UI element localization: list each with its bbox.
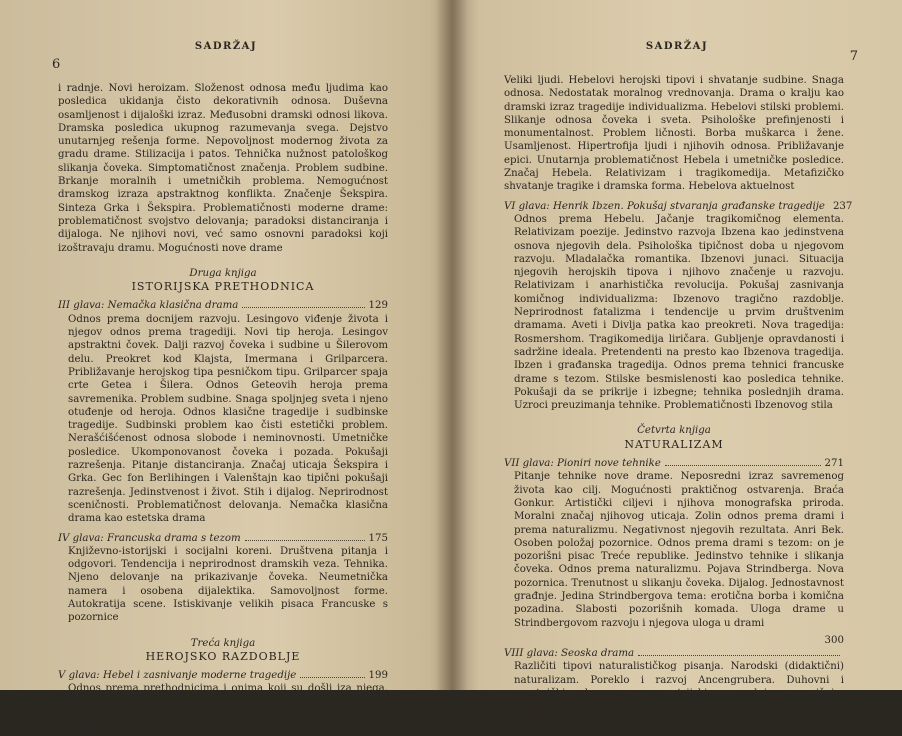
chapter-page: 300 bbox=[824, 634, 844, 646]
chapter-title: V glava: Hebel i zasnivanje moderne tragedije bbox=[58, 670, 297, 682]
chapter-page: 199 bbox=[368, 670, 388, 682]
intro-text-right: Veliki ljudi. Hebelovi herojski tipovi i shvatanje sudbine. Snaga odnosa. Nedostatak moralnog vrednovanja. Drama o kralju kao dramski izraz tragedije individualizma. Hebelovi stilski problemi. Slikanje odnosa čoveka i sveta. Psihološke prefinjenosti i monumentalnost. Problem ličnosti. Borba muškarca i žene. Usamljenost. Hipertrofija ljudi i njihovih odnosa. Približavanje epici. Unutarnja problematičnost Hebela i umetničke posledice. Značaj Hebela. Relativizam i tragikomedija. Metafizičko shvatanje tragike i dramska forma. Hebelova aktuelnost bbox=[504, 75, 844, 193]
book-gutter bbox=[436, 0, 468, 690]
page-number-left: 6 bbox=[52, 57, 61, 72]
running-head-right: SADRŽAJ bbox=[645, 41, 709, 52]
chapter-heading bbox=[504, 457, 844, 470]
intro-text-left: i radnje. Novi heroizam. Složenost odnosa među ljudima kao posledica ukidanja čisto dekorativnih odnosa. Duševna osamljenost i dijaloški izraz. Međusobni dramski odnosi likova. Dramska posledica ukupnog razumevanja svega. Dejstvo unutarnjeg rešenja forme. Nepovoljnost modernog života za gradu drame. Stilizacija i patos. Tehnička nužnost patološkog slikanja čoveka. Simptomatičnost značenja. Problem sudbine. Brkanje moralnih i umetničkih problema. Nemogućnost dramskog izraza apstraktnog konflikta. Značenje Šekspira. Sinteza Grka i Šekspira. Problematičnosti moderne drame: problematičnost svojstvo delovanja; paradoksi distanciranja i dijaloga. Ne njihovi novi, već samo osnovni paradoksi koji izoštravaju dramu. Mogućnosti nove drame bbox=[58, 83, 388, 254]
running-head-left: SADRŽAJ bbox=[194, 41, 258, 52]
leader-dots bbox=[638, 655, 840, 656]
chapter-page: 175 bbox=[368, 532, 388, 544]
chapter-summary: Književno-istorijski i socijalni koreni. Društvena pitanja i odgovori. Tendencija i neprirodnost dramskih veza. Tehnika. Njeno delovanje na prikazivanje čoveka. Neumetnička namera i osobena dijalektika. Samovoljnost forme. Autokratija scene. Istiskivanje velikih pisaca Francuske s pozornice bbox=[68, 545, 388, 624]
book-label: Druga knjiga bbox=[189, 267, 257, 279]
book-title: NATURALIZAM bbox=[624, 437, 724, 451]
book-title: ISTORIJSKA PRETHODNICA bbox=[131, 280, 315, 294]
chapter-page: 237 bbox=[832, 200, 853, 212]
chapter-title: VIII glava: Seoska drama bbox=[504, 648, 635, 660]
leader-dots bbox=[300, 677, 364, 678]
leader-dots bbox=[665, 465, 821, 466]
book-label: Četvrta knjiga bbox=[637, 425, 711, 437]
leader-dots bbox=[242, 307, 364, 308]
book-label: Treća knjiga bbox=[190, 637, 256, 649]
chapter-heading bbox=[58, 669, 388, 682]
page-number-right: 7 bbox=[849, 49, 858, 64]
chapter-summary: Različiti tipovi naturalističkog pisanja. Narodski (didaktični) naturalizam. Poreklo i razvoj Ancengrubera. Duhovni i umetnički odnos prema austrijskim narodnim pozorišnim komadima. Optimistička bitka protiv romantike i zaostalosti. Komedije. Stilske bbox=[514, 661, 844, 726]
left-page-content bbox=[58, 82, 388, 736]
chapter-summary: Pitanje tehnike nove drame. Neposredni izraz savremenog života kao cilj. Mogućnosti praktičnog ostvarenja. Braća Gonkur. Artistički ciljevi i njihova monografska priroda. Moralni značaj njihovog uticaja. Zolin odnos prema drami i prema naturalizmu. Negativnost njegovih rezultata. Anri Bek. Osoben položaj pozornice. Odnos prema drami s tezom: on je pozorišni pisac Treće republike. Jedinstvo tehnike i slikanja čoveka. Odnos prema naturalizmu. Pojava Strindberga. Nova pozornica. Trenutnost u slikanju čoveka. Dijalog. Jednostavnost građnje. Jedina Strindbergova tema: erotična borba i komična pozadina. Slabosti pozorišnih komada. Uloga drame u Strindbergovom razvoju i njegova uloga u drami bbox=[514, 471, 844, 629]
chapter-title: III glava: Nemačka klasična drama bbox=[58, 300, 239, 312]
chapter-title: IV glava: Francuska drama s tezom bbox=[58, 532, 241, 544]
chapter-summary: Odnos prema prethodnicima i onima koji su došli iza njega. Hebel kao pesnik tragike. Pogled na svet. Tragični svet. Angažovanje malih ljudi. Dramske mogućnosti klasne tragedije. bbox=[68, 683, 388, 735]
right-page-content bbox=[504, 74, 853, 727]
chapter-heading bbox=[504, 200, 853, 213]
chapter-title: VII glava: Pioniri nove tehnike bbox=[504, 458, 661, 470]
book-title: HEROJSKO RAZDOBLJE bbox=[145, 649, 301, 663]
chapter-heading bbox=[58, 532, 388, 545]
chapter-title: VI glava: Henrik Ibzen. Pokušaj stvaranja građanske tragedije bbox=[504, 200, 825, 212]
chapter-summary: Odnos prema docnijem razvoju. Lesingovo viđenje života i njegov odnos prema tragediji. Novi tip heroja. Lesingov apstraktni čovek. Dalji razvoj čoveka i sudbine u Šilerovom delu. Preokret kod Klajsta, Imermana i Grilparcera. Približavanje herojskog tipa pesničkom tipu. Grilparcer spaja crte Getea i Šilera. Odnos Geteovih heroja prema savremenika. Problem sudbine. Snaga spoljnjeg sveta i njeno otuđenje od heroja. Odnos klasične tragedije i sudbinske tragedije. Sudbinski problem kao čisti estetički problem. Nerašćišćenost odnosa slobode i neminovnosti. Umetničke posledice. Ukomponovanost čoveka i pozada. Pokušaji razrešenja. Pitanje distanciranja. Značaj uticaja Šekspira i Grka. Gec fon Berlihingen i Valenštajn kao tipični pokušaji razrešenja. Jedinstvenost i život. Stih i dijalog. Neprirodnost sceničnosti. Problematičnost delovanja. Nemačka klasična drama kao estetska drama bbox=[68, 313, 388, 525]
chapter-heading bbox=[504, 647, 844, 660]
chapter-page: 129 bbox=[368, 300, 388, 312]
chapter-summary: Odnos prema Hebelu. Jačanje tragikomičnog elementa. Relativizam poezije. Jedinstvo razvoja Ibzena kao jedinstvena osnova njegovih dela. Psihološka tipičnost doba u njegovom razvoju. Mladalačka romantika. Ibzenovi junaci. Situacija njegovih herojskih tipova i njihovo značenje u razvoju. Relativizam i anarhistička revolucija. Pokušaj zasnivanja komičnog individualizma: Ibzenovo tragično razdoblje. Neprirodnost fatalizma i tendencije u prvim društvenim dramama. Aveti i Divlja patka kao preokreti. Nova tragedija: Rosmershom. Tragikomedija liričara. Gubljenje opravdanosti i sadržine ideala. Pretendenti na presto kao Ibzenova tragedija. Ibzen i građanska tragedija. Odnos prema tehnici francuske drame s tezom. Stilske besmislenosti kao posledica tehnike. Pokušaji da se prikrije i izbegne; tehnika poslednjih drama. Uzroci preuzimanja tehnike. Problematičnosti Ibzenovog stila bbox=[514, 213, 844, 412]
chapter-page: 271 bbox=[824, 458, 844, 470]
chapter-heading bbox=[58, 299, 388, 312]
leader-dots bbox=[245, 540, 365, 541]
right-page bbox=[452, 0, 902, 726]
